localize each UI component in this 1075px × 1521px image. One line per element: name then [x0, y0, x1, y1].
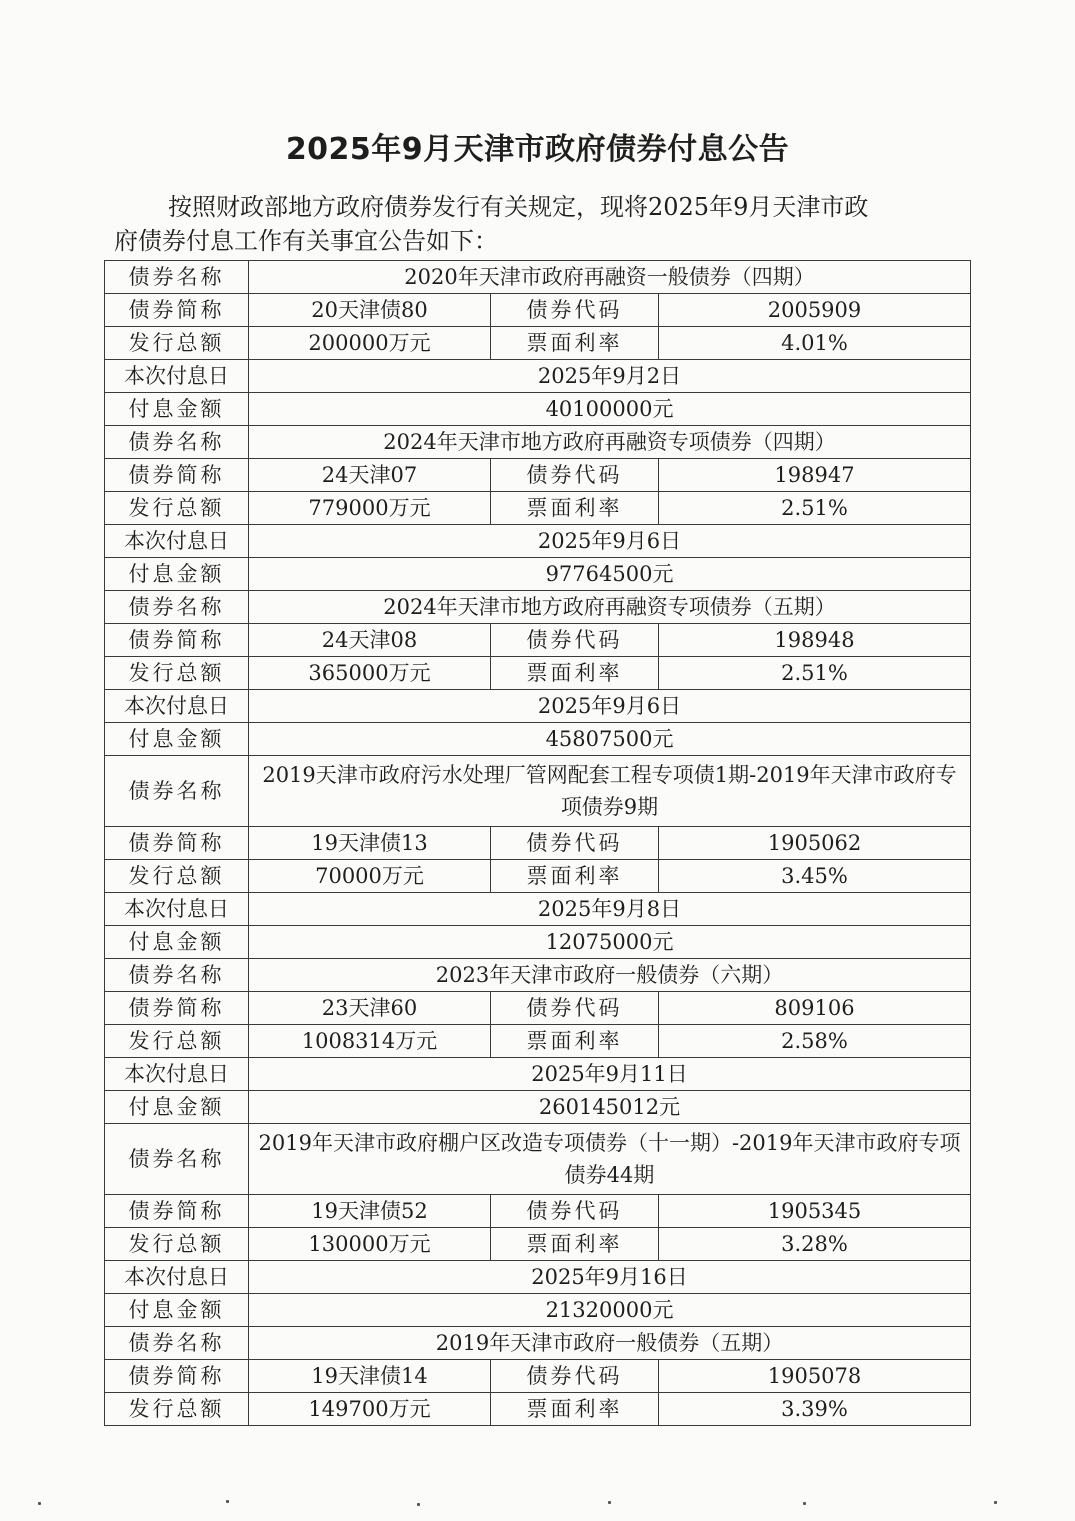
bond-short-name: 20天津债80 [249, 294, 491, 327]
bond-issue-total: 1008314万元 [249, 1025, 491, 1058]
intro-line-2: 府债券付息工作有关事宜公告如下： [114, 227, 498, 255]
label-bond-name: 债券名称 [105, 426, 249, 459]
bond-total-row [105, 657, 971, 690]
intro-paragraph [114, 190, 954, 258]
label-issue-total: 发行总额 [105, 1025, 249, 1058]
bond-coupon-rate: 2.58% [659, 1025, 971, 1058]
scan-specks [0, 1498, 1075, 1508]
label-bond-name: 债券名称 [105, 1124, 249, 1195]
bond-short-row [105, 1195, 971, 1228]
bond-code: 1905078 [659, 1360, 971, 1393]
label-bond-code: 债券代码 [491, 827, 659, 860]
label-bond-code: 债券代码 [491, 1195, 659, 1228]
label-bond-short: 债券简称 [105, 294, 249, 327]
label-payment-date: 本次付息日 [105, 360, 249, 393]
bond-date-row [105, 690, 971, 723]
label-issue-total: 发行总额 [105, 1393, 249, 1426]
bond-amount-row [105, 723, 971, 756]
label-bond-short: 债券简称 [105, 459, 249, 492]
label-issue-total: 发行总额 [105, 492, 249, 525]
label-coupon-rate: 票面利率 [491, 492, 659, 525]
bond-date-row [105, 1261, 971, 1294]
label-payment-date: 本次付息日 [105, 1058, 249, 1091]
label-coupon-rate: 票面利率 [491, 1025, 659, 1058]
bond-name: 2019天津市政府污水处理厂管网配套工程专项债1期-2019年天津市政府专项债券9期 [249, 756, 971, 827]
label-interest-amount: 付息金额 [105, 393, 249, 426]
bond-short-name: 19天津债52 [249, 1195, 491, 1228]
bond-short-row [105, 827, 971, 860]
bond-short-name: 24天津07 [249, 459, 491, 492]
bond-short-name: 19天津债14 [249, 1360, 491, 1393]
label-bond-code: 债券代码 [491, 459, 659, 492]
bond-short-row [105, 624, 971, 657]
bond-name-row [105, 426, 971, 459]
bond-name: 2019年天津市政府一般债券（五期） [249, 1327, 971, 1360]
bond-name-row [105, 1124, 971, 1195]
label-bond-name: 债券名称 [105, 261, 249, 294]
bond-date-row [105, 893, 971, 926]
bond-coupon-rate: 4.01% [659, 327, 971, 360]
bond-issue-total: 130000万元 [249, 1228, 491, 1261]
label-issue-total: 发行总额 [105, 327, 249, 360]
bond-total-row [105, 327, 971, 360]
bond-payment-date: 2025年9月2日 [249, 360, 971, 393]
bond-name: 2024年天津市地方政府再融资专项债券（四期） [249, 426, 971, 459]
label-bond-short: 债券简称 [105, 1195, 249, 1228]
bond-total-row [105, 860, 971, 893]
bond-total-row [105, 1025, 971, 1058]
bond-short-name: 24天津08 [249, 624, 491, 657]
bond-interest-amount: 12075000元 [249, 926, 971, 959]
label-interest-amount: 付息金额 [105, 1091, 249, 1124]
label-coupon-rate: 票面利率 [491, 860, 659, 893]
bond-issue-total: 365000万元 [249, 657, 491, 690]
bond-interest-amount: 21320000元 [249, 1294, 971, 1327]
bond-payment-date: 2025年9月6日 [249, 690, 971, 723]
label-issue-total: 发行总额 [105, 657, 249, 690]
label-bond-code: 债券代码 [491, 992, 659, 1025]
bond-short-row [105, 1360, 971, 1393]
bond-coupon-rate: 2.51% [659, 492, 971, 525]
bond-short-row [105, 459, 971, 492]
bond-amount-row [105, 926, 971, 959]
bond-name: 2024年天津市地方政府再融资专项债券（五期） [249, 591, 971, 624]
bond-interest-amount: 260145012元 [249, 1091, 971, 1124]
label-bond-short: 债券简称 [105, 992, 249, 1025]
bond-payment-date: 2025年9月8日 [249, 893, 971, 926]
bond-payment-date: 2025年9月6日 [249, 525, 971, 558]
bond-date-row [105, 525, 971, 558]
bond-code: 2005909 [659, 294, 971, 327]
bond-payment-date: 2025年9月11日 [249, 1058, 971, 1091]
label-bond-short: 债券简称 [105, 624, 249, 657]
label-issue-total: 发行总额 [105, 860, 249, 893]
intro-line-1: 按照财政部地方政府债券发行有关规定，现将2025年9月天津市政 [168, 193, 869, 221]
bond-name-row [105, 261, 971, 294]
bond-amount-row [105, 1091, 971, 1124]
bond-code: 1905345 [659, 1195, 971, 1228]
bond-short-name: 19天津债13 [249, 827, 491, 860]
bond-name-row [105, 1327, 971, 1360]
bond-total-row [105, 492, 971, 525]
label-bond-name: 债券名称 [105, 1327, 249, 1360]
label-interest-amount: 付息金额 [105, 926, 249, 959]
label-issue-total: 发行总额 [105, 1228, 249, 1261]
label-bond-code: 债券代码 [491, 294, 659, 327]
bond-name-row [105, 756, 971, 827]
bond-total-row [105, 1393, 971, 1426]
label-payment-date: 本次付息日 [105, 893, 249, 926]
bond-name: 2020年天津市政府再融资一般债券（四期） [249, 261, 971, 294]
bond-issue-total: 779000万元 [249, 492, 491, 525]
bond-coupon-rate: 3.39% [659, 1393, 971, 1426]
bond-payment-date: 2025年9月16日 [249, 1261, 971, 1294]
bond-short-row [105, 992, 971, 1025]
label-bond-code: 债券代码 [491, 624, 659, 657]
bond-interest-amount: 97764500元 [249, 558, 971, 591]
bond-coupon-rate: 3.28% [659, 1228, 971, 1261]
bond-date-row [105, 1058, 971, 1091]
bond-interest-table [104, 260, 971, 1426]
bond-coupon-rate: 2.51% [659, 657, 971, 690]
bond-name-row [105, 591, 971, 624]
bond-short-name: 23天津60 [249, 992, 491, 1025]
label-payment-date: 本次付息日 [105, 525, 249, 558]
label-bond-name: 债券名称 [105, 591, 249, 624]
bond-coupon-rate: 3.45% [659, 860, 971, 893]
bond-amount-row [105, 1294, 971, 1327]
bond-date-row [105, 360, 971, 393]
label-payment-date: 本次付息日 [105, 690, 249, 723]
bond-name: 2023年天津市政府一般债券（六期） [249, 959, 971, 992]
bond-code: 198947 [659, 459, 971, 492]
bond-code: 1905062 [659, 827, 971, 860]
bond-issue-total: 70000万元 [249, 860, 491, 893]
label-bond-name: 债券名称 [105, 959, 249, 992]
bond-issue-total: 149700万元 [249, 1393, 491, 1426]
bond-amount-row [105, 393, 971, 426]
label-bond-short: 债券简称 [105, 827, 249, 860]
label-bond-short: 债券简称 [105, 1360, 249, 1393]
label-bond-name: 债券名称 [105, 756, 249, 827]
label-coupon-rate: 票面利率 [491, 1228, 659, 1261]
label-interest-amount: 付息金额 [105, 1294, 249, 1327]
bond-name: 2019年天津市政府棚户区改造专项债券（十一期）-2019年天津市政府专项债券44期 [249, 1124, 971, 1195]
bond-code: 809106 [659, 992, 971, 1025]
label-coupon-rate: 票面利率 [491, 1393, 659, 1426]
label-coupon-rate: 票面利率 [491, 327, 659, 360]
bond-issue-total: 200000万元 [249, 327, 491, 360]
bond-amount-row [105, 558, 971, 591]
label-payment-date: 本次付息日 [105, 1261, 249, 1294]
bond-short-row [105, 294, 971, 327]
bond-total-row [105, 1228, 971, 1261]
bond-name-row [105, 959, 971, 992]
page-title: 2025年9月天津市政府债券付息公告 [285, 132, 790, 167]
label-interest-amount: 付息金额 [105, 723, 249, 756]
label-coupon-rate: 票面利率 [491, 657, 659, 690]
bond-code: 198948 [659, 624, 971, 657]
bond-interest-amount: 45807500元 [249, 723, 971, 756]
label-bond-code: 债券代码 [491, 1360, 659, 1393]
label-interest-amount: 付息金额 [105, 558, 249, 591]
bond-interest-amount: 40100000元 [249, 393, 971, 426]
